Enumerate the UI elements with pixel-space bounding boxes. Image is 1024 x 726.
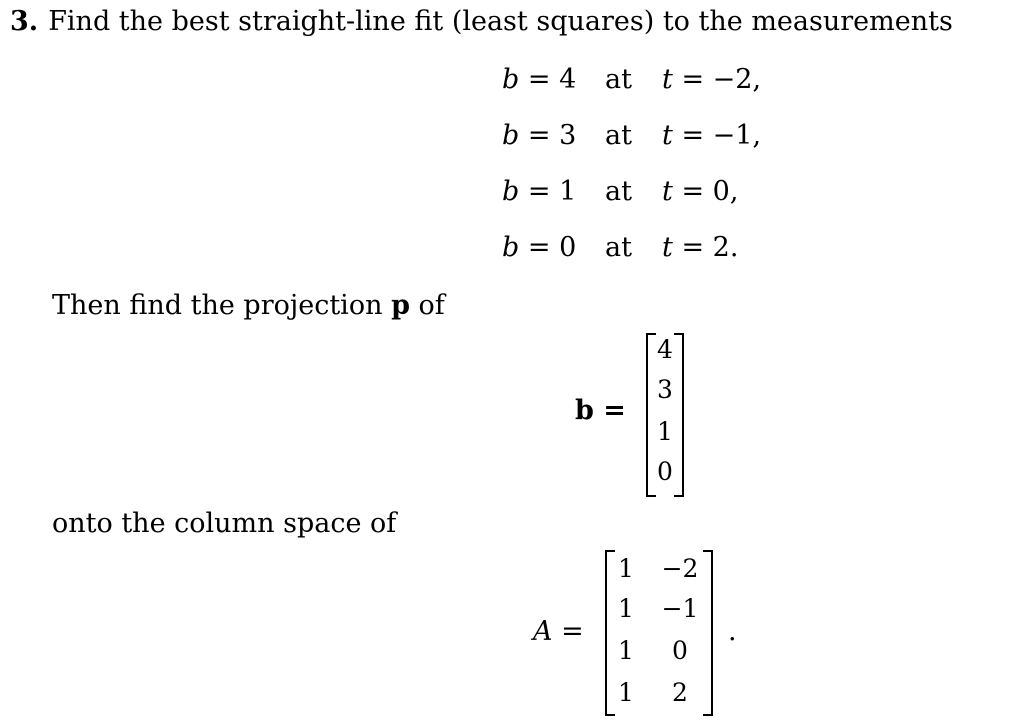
measurement-t: t = 0,: [662, 176, 739, 207]
matrix-a-entry: 1: [618, 554, 634, 583]
vector-b-entry: 3: [657, 375, 673, 404]
measurement-b: b = 4: [502, 64, 577, 95]
measurement-t: t = −2,: [662, 64, 762, 95]
vector-b: [646, 333, 684, 497]
matrix-a-entry: 1: [618, 636, 634, 665]
measurement-b: b = 1: [502, 176, 577, 207]
vector-b-entry: 0: [657, 457, 673, 486]
matrix-a-entry: 1: [618, 594, 634, 623]
column-space-sentence: onto the column space of: [52, 508, 397, 539]
vector-b-entry: 4: [657, 335, 673, 364]
vector-b-label-text: b =: [575, 395, 626, 426]
matrix-a: [605, 550, 713, 716]
matrix-a-entry: 0: [672, 636, 688, 665]
projection-sentence: [52, 290, 445, 321]
matrix-a-entry: 2: [672, 678, 688, 707]
matrix-a-label: A =: [533, 616, 584, 647]
measurement-t: t = 2.: [662, 232, 739, 263]
vector-b-label: [575, 395, 626, 426]
vector-b-entry: 1: [657, 417, 673, 446]
measurement-at: at: [605, 64, 632, 95]
measurement-at: at: [605, 120, 632, 151]
projection-symbol: p: [391, 290, 410, 321]
projection-suffix: of: [418, 290, 445, 321]
matrix-a-trailing: .: [728, 616, 737, 647]
problem-statement: [10, 6, 953, 37]
projection-prefix: Then find the projection: [52, 290, 383, 321]
matrix-a-entry: −1: [661, 594, 699, 623]
problem-number: 3.: [10, 6, 39, 37]
matrix-a-entry: −2: [661, 554, 699, 583]
problem-text: Find the best straight-line fit (least squares) to the measurements: [48, 6, 953, 37]
matrix-a-entry: 1: [618, 678, 634, 707]
measurement-at: at: [605, 176, 632, 207]
measurement-at: at: [605, 232, 632, 263]
measurement-b: b = 0: [502, 232, 577, 263]
measurement-b: b = 3: [502, 120, 577, 151]
measurement-t: t = −1,: [662, 120, 762, 151]
